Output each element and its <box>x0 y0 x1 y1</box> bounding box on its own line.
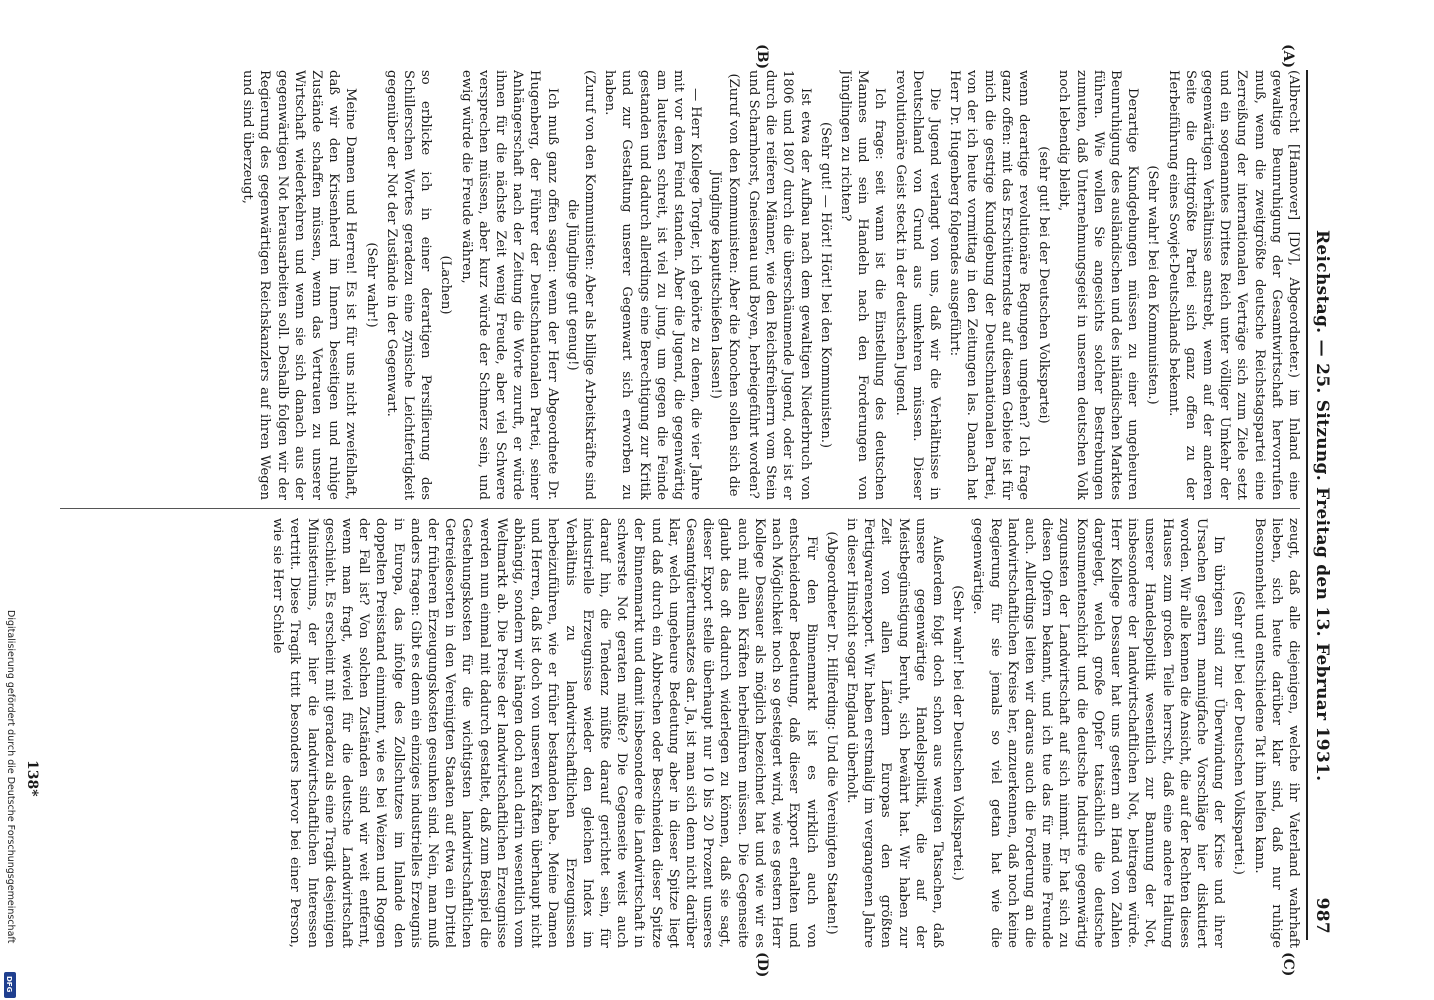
interjection: (Zuruf von den Kommunisten: Aber als billige Arbeitskräfte sind die Jünglinge gut genug!) <box>564 70 598 500</box>
page-title: Reichstag. — 25. Sitzung. Freitag den 13. Februar 1931. <box>1312 230 1332 782</box>
interjection: (Sehr wahr! bei den Kommunisten.) <box>1145 165 1161 405</box>
digitization-credit-text: Digitalisierung gefördert durch die Deutsche Forschungsgemeinschaft <box>5 610 16 944</box>
paragraph: Ist etwa der Aufbau nach dem gewaltigen Niederbruch von 1806 und 1807 durch die überschäumende Jugend, oder ist er durch die reiferen Männer, wie den Reichsfreiherrn vom Stein und Scharnhorst, Gneisenau und Boyen, herbeigeführt worden? <box>745 70 813 500</box>
right-column <box>52 518 1302 948</box>
interjection: (Sehr wahr! bei der Deutschen Volkspartei.) <box>950 585 966 881</box>
interjection: (Lachen) <box>438 255 454 315</box>
interjection: (sehr gut! bei der Deutschen Volkspartei) <box>1036 146 1052 424</box>
paragraph: Ich muß ganz offen sagen: wenn der Herr Abgeordnete Dr. Hugenberg, der Führer der Deutschnationalen Partei, seiner Anhängerschaft nach der Zeitung die Worte zuruft, er würde ihnen für die nächste Zeit wenig Freude, aber viel Schwere versprechen müssen, aber kurz würde der Schmerz sein, und ewig würde die Freude währen, <box>458 70 560 500</box>
paragraph: Im übrigen sind zur Überwindung der Krise und ihrer Ursachen gestern mannigfache Vorschläge hier diskutiert worden. Wir alle kennen die Ansicht, die auf der Rechten dieses Hauses zum großen Teile herrscht, daß eine andere Haltung unserer Handelspolitik wesentlich zur Bannung der Not, insbesondere der landwirtschaftlichen Not, beitragen würde. Herr Kollege Dessauer hat uns gestern an Hand von Zahlen dargelegt, welch große Opfer tatsächlich die deutsche Konsumentenschicht und die deutsche Industrie gegenwärtig zugunsten der Landwirtschaft auf sich nimmt. Er hat sich zu diesen Opfern bekannt, und ich tue das für meine Freunde auch. Allerdings leiten wir daraus auch die Forderung an die landwirtschaftlichen Kreise her, anzuerkennen, daß noch keine Regierung für sie jemals so viel getan hat wie die gegenwärtige. <box>970 518 1227 948</box>
digitization-credit <box>2 610 18 1000</box>
page-number: 987 <box>1312 897 1332 934</box>
interjection: (Zuruf von den Kommunisten: Aber die Knochen sollen sich die Jünglinge kaputtschießen lassen!) <box>708 73 741 497</box>
interjection: (Abgeordneter Dr. Hilferding: Und die Vereinigten Staaten!) <box>823 531 839 935</box>
paragraph: Derartige Kundgebungen müssen zu einer ungeheuren Beunruhigung des ausländischen und des inländischen Marktes führen. Wie wollen Sie angesichts solcher Bestrebungen zumuten, daß Unternehmungsgeist in unserem deutschen Volk noch lebendig bleibt, <box>1056 70 1141 500</box>
paragraph: zeugt, daß alle diejenigen, welche ihr Vaterland wahrhaft lieben, sich heute darüber klar sind, daß nur ruhige Besonnenheit und entschiedene Tat ihm helfen kann. <box>1251 518 1301 948</box>
left-column <box>52 70 1302 500</box>
margin-marker-c: (C) <box>1280 952 1296 977</box>
paragraph: — Herr Kollege Torgler, ich gehörte zu denen, die vier Jahre mit vor dem Feind standen. Aber die Jugend, die gegenwärtig am lautesten schreit, ist viel zu jung, um gegen die Feinde gestanden und dadurch allerdings eine Berechtigung zur Kritik und zur Gestaltung unserer Gegenwart sich erworben zu haben. <box>602 70 704 500</box>
paragraph: Außerdem folgt doch schon aus wenigen Tatsachen, daß unsere gegenwärtige Handelspolitik, die auf der Meistbegünstigung beruht, sich bewährt hat. Wir haben zur Zeit von allen Ländern Europas den größten Fertigwarenexport. Wir haben erstmalig im vergangenen Jahre in dieser Hinsicht sogar England überholt. <box>843 518 945 948</box>
paragraph: so erblicke ich in einer derartigen Persiflierung des Schillerschen Wortes geradezu eine zynische Leichtfertigkeit gegenüber der Not der Zustände in der Gegenwart. <box>383 70 434 500</box>
paragraph: wenn derartige revolutionäre Regungen umgehen? Ich frage ganz offen: mit das Erschütterndste auf diesem Gebiete ist für mich die gestrige Kundgebung der Deutschnationalen Partei, von der ich heute vormittag in den Zeitungen las. Danach hat Herr Dr. Hugenberg folgendes ausgeführt: <box>947 70 1031 500</box>
paragraph: (Albrecht [Hannover] [DV], Abgeordneter.) im Inland eine gewaltige Beunruhigung der Gesamtwirtschaft hervorrufen muß, wenn die zweitgrößte deutsche Reichstagspartei eine Zerreißung der internationalen Verträge sich zum Ziele setzt und ein sogenanntes Drittes Reich unter völliger Umkehr der gegenwärtigen Verhältnisse anstrebt, wenn auf der anderen Seite die drittgrößte Partei sich ganz offen zu der Herbeiführung eines Sowjet-Deutschlands bekennt. <box>1165 70 1301 500</box>
interjection: (Sehr wahr!) <box>363 242 379 328</box>
footer-sheet-number: 138* <box>24 760 40 797</box>
quotation: Die Jugend verlangt von uns, daß wir die Verhältnisse in Deutschland von Grund aus umkehren müssen. Dieser revolutionäre Geist steckt in der deutschen Jugend. <box>892 70 942 500</box>
margin-marker-d: (D) <box>754 952 770 978</box>
paragraph: Für den Binnenmarkt ist es wirklich auch von entscheidender Bedeutung, daß dieser Export erhalten und nach Möglichkeit noch so gesteigert wird, wie es gestern Herr Kollege Dessauer als möglich bezeichnet hat und wie wir es auch mit allen Kräften herbeiführen müssen. Die Gegenseite glaubt das oft dadurch widerlegen zu können, daß sie sagt, dieser Export stelle überhaupt nur 10 bis 20 Prozent unseres Gesamtgütertumsatzes dar. Ja, ist man sich denn nicht darüber klar, welch ungeheure Bedeutung aber in dieser Spitze liegt und daß durch ein Abbrechen oder Beschneiden dieser Spitze der Binnenmarkt und damit insbesondere die Landwirtschaft in schwerste Not geraten müßte? Die Gegenseite weist auch darauf hin, die Tendenz müßte darauf gerichtet sein, für industrielle Erzeugnisse wieder den gleichen Index im Verhältnis zu landwirtschaftlichen Erzeugnissen herbeizuführen, wie er früher bestanden habe. Meine Damen und Herren, daß ist doch von unseren Kräften überhaupt nicht abhängig, sondern wir hängen doch auch darin wesentlich vom Weltmarkt ab. Die Preise der landwirtschaftlichen Erzeugnisse werden nun einmal mit dadurch gestaltet, daß zum Beispiel die Gestehungskosten für die wichtigsten landwirtschaftlichen Getreidesorten in den Vereinigten Staaten auf etwa ein Drittel der früheren Erzeugungskosten gesunken sind. Nein, man muß anders fragen: Gibt es denn ein einziges industrielles Erzeugnis in Europa, das infolge des Zollschutzes im Inlande den doppelten Preisstand einnimmt, wie es bei Weizen und Roggen der Fall ist? Von solchen Zuständen sind wir weit entfernt, wenn man fragt, wieviel für die deutsche Landwirtschaft geschieht. Es erscheint mit geradezu als eine Tragik desjenigen Ministeriums, der hier die landwirtschaftlichen Interessen vertritt. Diese Tragik tritt besonders hervor bei einer Person, wie sie Herr Schiele <box>270 518 819 948</box>
interjection: (Sehr gut! bei der Deutschen Volkspartei.) <box>1231 591 1247 875</box>
paragraph: Meine Damen und Herren! Es ist für uns nicht zweifelhaft, daß wir den Krisenherd im Innern beseitigen und ruhige Zustände schaffen müssen, wenn das Vertrauen zu unserer Wirtschaft wiederkehren und wenn sie sich danach aus der gegenwärtigen Not herausarbeiten soll. Deshalb folgen wir der Regierung des gegenwärtigen Reichskanzlers auf ihren Wegen und sind überzeugt, <box>240 70 359 500</box>
column-divider <box>60 508 1300 509</box>
page-header <box>1306 70 1334 940</box>
dfg-logo-text: DFG <box>5 976 13 993</box>
margin-marker-b: (B) <box>754 44 770 70</box>
paragraph: Ich frage: seit wann ist die Einstellung des deutschen Mannes und sein Handeln nach den Forderungen von Jünglingen zu richten? <box>837 70 888 500</box>
dfg-logo-icon <box>4 972 16 998</box>
interjection: (Sehr gut! — Hört! Hört! bei den Kommunisten.) <box>817 121 833 449</box>
margin-marker-a: (A) <box>1280 44 1296 69</box>
